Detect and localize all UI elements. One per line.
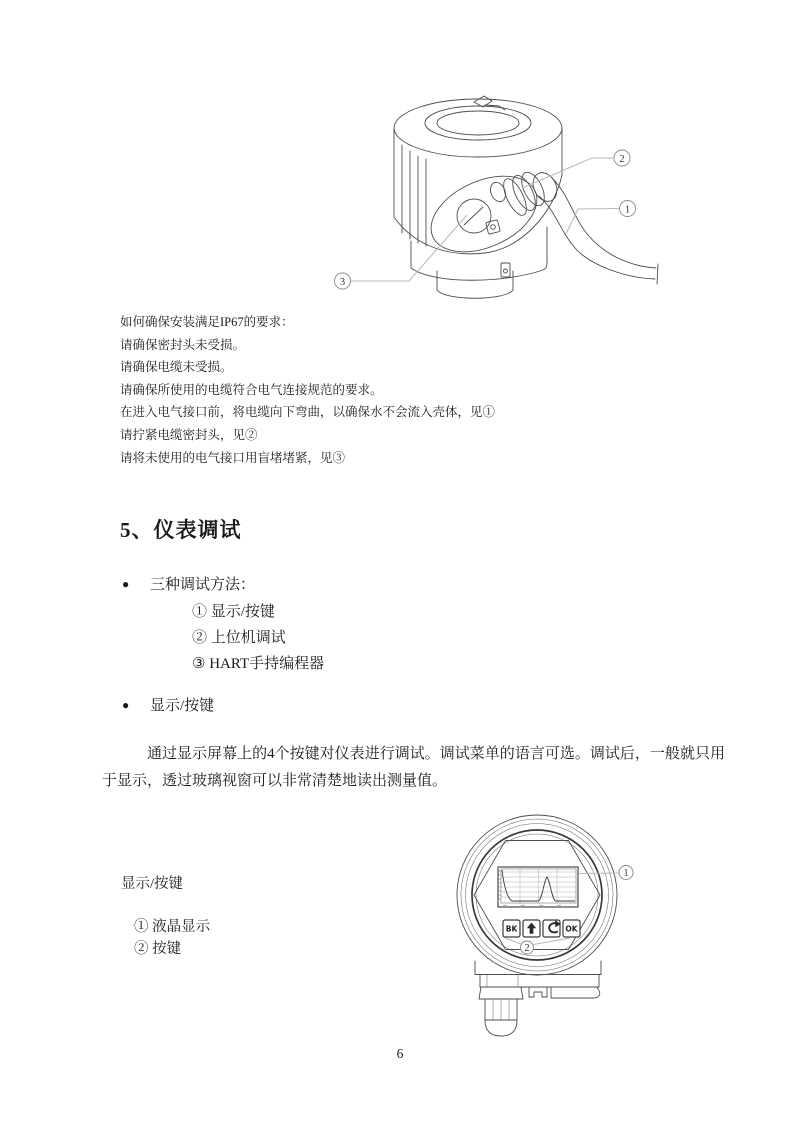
bullet-methods bbox=[122, 573, 255, 594]
bottom-gland bbox=[479, 987, 523, 999]
button-bk-label: BK bbox=[505, 924, 518, 934]
list-item: ① 液晶显示 bbox=[134, 919, 211, 935]
bullet-label: 三种调试方法： bbox=[150, 577, 256, 593]
list-item: ③ HART手持编程器 bbox=[192, 656, 325, 672]
figure2-label: 显示/按键 bbox=[121, 876, 184, 892]
bullet-display bbox=[122, 694, 214, 715]
button-ok-label: OK bbox=[565, 924, 578, 934]
ip67-instructions bbox=[120, 311, 495, 469]
text-line: 请将未使用的电气接口用盲堵堵紧，见③ bbox=[120, 450, 346, 465]
bullet-icon: ● bbox=[122, 698, 130, 712]
page-number: 6 bbox=[396, 1046, 404, 1061]
list-item: ② 按键 bbox=[134, 941, 182, 958]
cable bbox=[552, 178, 656, 268]
callout-1: 1 bbox=[623, 868, 629, 879]
text-line: 请拧紧电缆密封头，见② bbox=[120, 427, 258, 442]
housing-cable-drawing bbox=[325, 85, 675, 315]
bullet-label: 显示/按键 bbox=[150, 698, 215, 714]
callout-2: 2 bbox=[619, 153, 625, 165]
section-heading: 5、仪表调试 bbox=[120, 518, 242, 542]
bullet-icon: ● bbox=[122, 577, 130, 591]
text-line: 请确保所使用的电缆符合电气连接规范的要求。 bbox=[120, 382, 383, 397]
text-line: 在进入电气接口前，将电缆向下弯曲，以确保水不会流入壳体，见① bbox=[120, 405, 496, 420]
method-list bbox=[192, 599, 324, 677]
body-paragraph: 通过显示屏幕上的4个按键对仪表进行调试。调试菜单的语言可选。调试后，一般就只用于显示，透过玻璃视窗可以非常清楚地读出测量值。 bbox=[102, 746, 725, 790]
list-item: ① 显示/按键 bbox=[192, 604, 275, 620]
display-module-drawing bbox=[430, 808, 690, 1053]
text-line: 请确保电缆未受损。 bbox=[120, 360, 233, 375]
callout-3: 3 bbox=[339, 276, 346, 288]
text-line: 如何确保安装满足IP67的要求： bbox=[120, 315, 294, 329]
callout-2: 2 bbox=[524, 943, 530, 954]
bottom-tab bbox=[501, 263, 510, 277]
text-line: 请确保密封头未受损。 bbox=[120, 337, 246, 352]
list-item: ② 上位机调试 bbox=[192, 630, 286, 646]
figure2-legend bbox=[134, 916, 210, 961]
callout-1: 1 bbox=[624, 204, 631, 216]
cable-gland bbox=[499, 176, 531, 219]
bottom-bracket bbox=[529, 987, 547, 997]
